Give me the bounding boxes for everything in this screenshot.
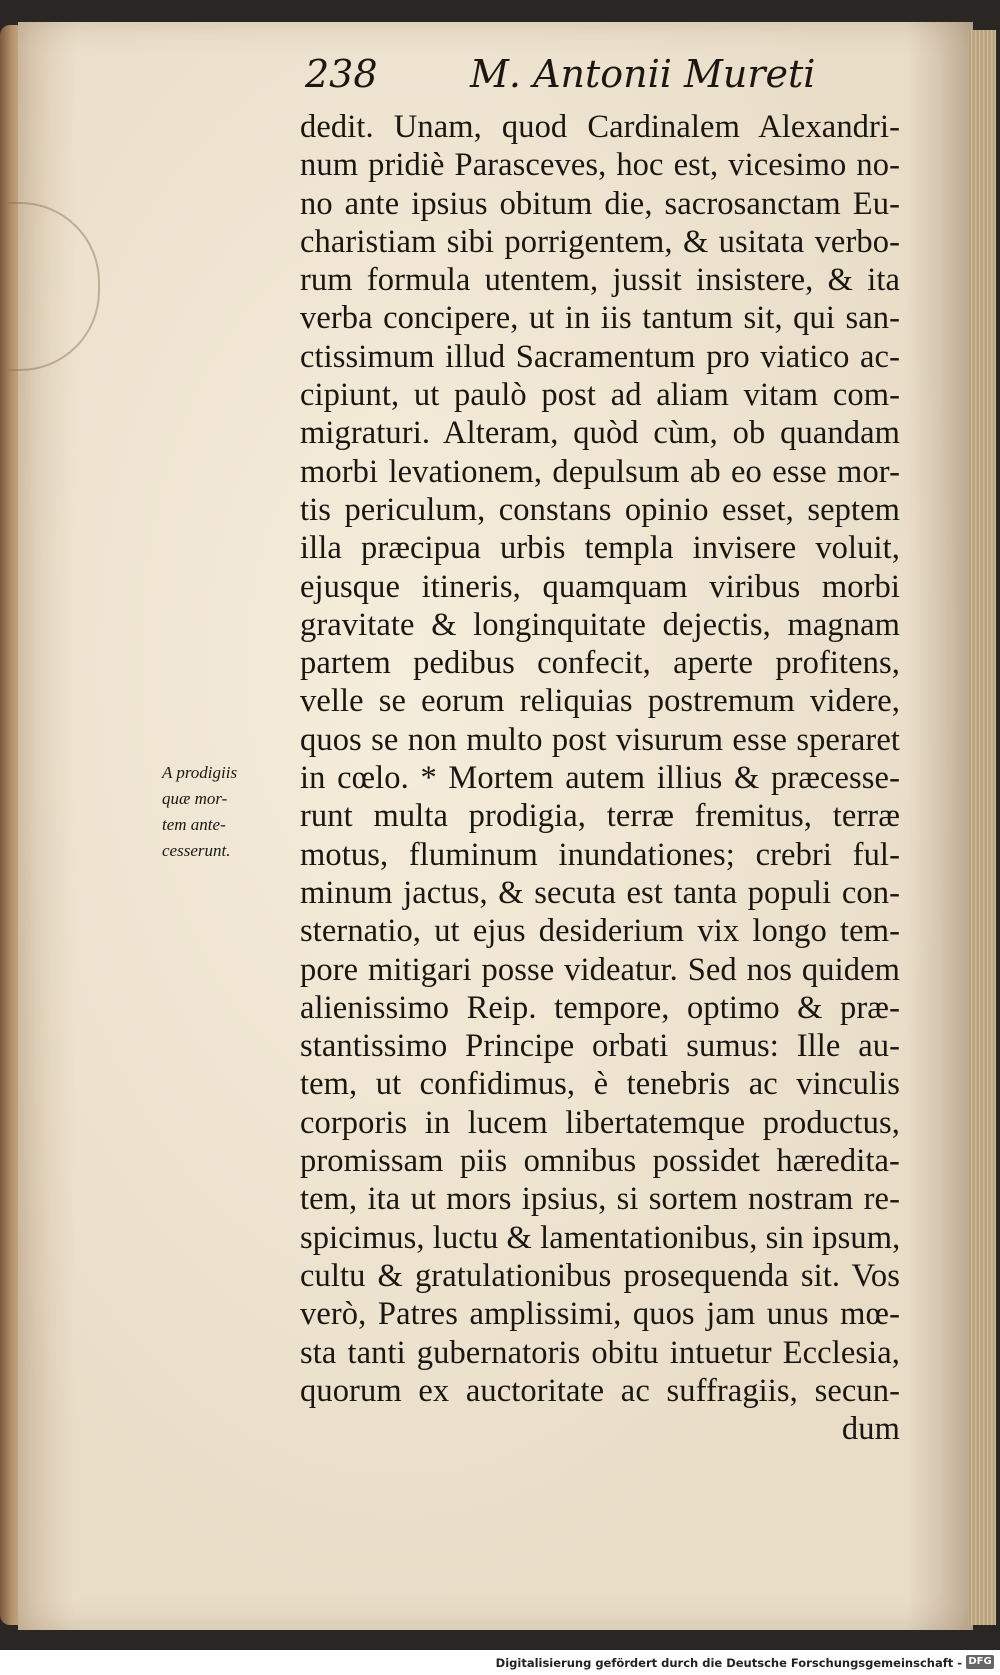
running-title: M. Antonii Mureti: [470, 52, 816, 96]
margin-note-line: cesserunt.: [162, 841, 231, 860]
text-line: partem pedibus confecit, aperte profitens,: [300, 645, 900, 682]
page-number: 238: [305, 52, 378, 96]
text-line: quorum ex auctoritate ac suffragiis, secun-: [300, 1372, 900, 1409]
text-line: velle se eorum reliquias postremum videre,: [300, 683, 900, 720]
text-line: gravitate & longinquitate dejectis, magnam: [300, 606, 900, 643]
text-line: dum: [841, 1411, 900, 1448]
text-line: migraturi. Alteram, quòd cùm, ob quandam: [300, 415, 900, 452]
text-line: corporis in lucem libertatemque productus,: [300, 1104, 900, 1141]
text-line: promissam piis omnibus possidet hæredita-: [300, 1143, 900, 1180]
text-line: cultu & gratulationibus prosequenda sit. Vos: [300, 1257, 900, 1294]
text-line: verba concipere, ut in iis tantum sit, qui san-: [300, 300, 900, 337]
page-thumb-mark: [8, 202, 100, 371]
text-line: tem, ita ut mors ipsius, si sortem nostram re-: [300, 1181, 900, 1218]
text-line: sta tanti gubernatoris obitu intuetur Ecclesia,: [300, 1334, 900, 1371]
page-header: [305, 52, 885, 112]
body-text: [300, 108, 900, 1448]
text-line: verò, Patres amplissimi, quos jam unus mœ-: [300, 1296, 900, 1333]
text-line: pore mitigari posse videatur. Sed nos quidem: [300, 951, 900, 988]
text-line: stantissimo Principe orbati sumus: Ille au-: [300, 1028, 900, 1065]
text-line: cipiunt, ut paulò post ad aliam vitam com-: [300, 377, 900, 414]
footer-credit: Digitalisierung gefördert durch die Deutsche Forschungsgemeinschaft -: [495, 1656, 962, 1670]
text-line: spicimus, luctu & lamentationibus, sin ipsum,: [300, 1219, 901, 1256]
text-line: tis periculum, constans opinio esset, septem: [300, 491, 900, 528]
text-line: ctissimum illud Sacramentum pro viatico ac-: [300, 338, 900, 375]
text-line: morbi levationem, depulsum ab eo esse mor-: [300, 453, 900, 490]
text-line: quos se non multo post visurum esse speraret: [300, 721, 900, 758]
text-line: minum jactus, & secuta est tanta populi con-: [300, 874, 900, 911]
margin-note: [162, 760, 292, 864]
text-line: charistiam sibi porrigentem, & usitata verbo-: [300, 223, 900, 260]
text-line: in cœlo. * Mortem autem illius & præcesse-: [300, 760, 900, 797]
text-line: tem, ut confidimus, è tenebris ac vinculis: [300, 1066, 900, 1103]
text-line: sternatio, ut ejus desiderium vix longo tem-: [300, 913, 900, 950]
margin-note-line: A prodigiis: [162, 763, 238, 782]
text-line: ejusque itineris, quamquam viribus morbi: [300, 568, 900, 605]
dfg-logo: DFG: [966, 1655, 994, 1669]
text-line: runt multa prodigia, terræ fremitus, terræ: [300, 798, 900, 835]
text-line: num pridiè Parasceves, hoc est, vicesimo no-: [300, 147, 900, 184]
text-line: no ante ipsius obitum die, sacrosanctam Eu-: [300, 185, 900, 222]
text-line: rum formula utentem, jussit insistere, & ita: [300, 262, 900, 299]
digitization-footer: [0, 1650, 1000, 1675]
text-line: alienissimo Reip. tempore, optimo & præ-: [300, 989, 900, 1026]
text-line: motus, fluminum inundationes; crebri ful-: [300, 836, 900, 873]
margin-note-line: quæ mor-: [162, 789, 228, 808]
text-line: dedit. Unam, quod Cardinalem Alexandri-: [300, 109, 900, 145]
text-line: illa præcipua urbis templa invisere voluit,: [300, 530, 900, 567]
book-right-edge: [968, 30, 996, 1625]
margin-note-line: tem ante-: [162, 815, 226, 834]
